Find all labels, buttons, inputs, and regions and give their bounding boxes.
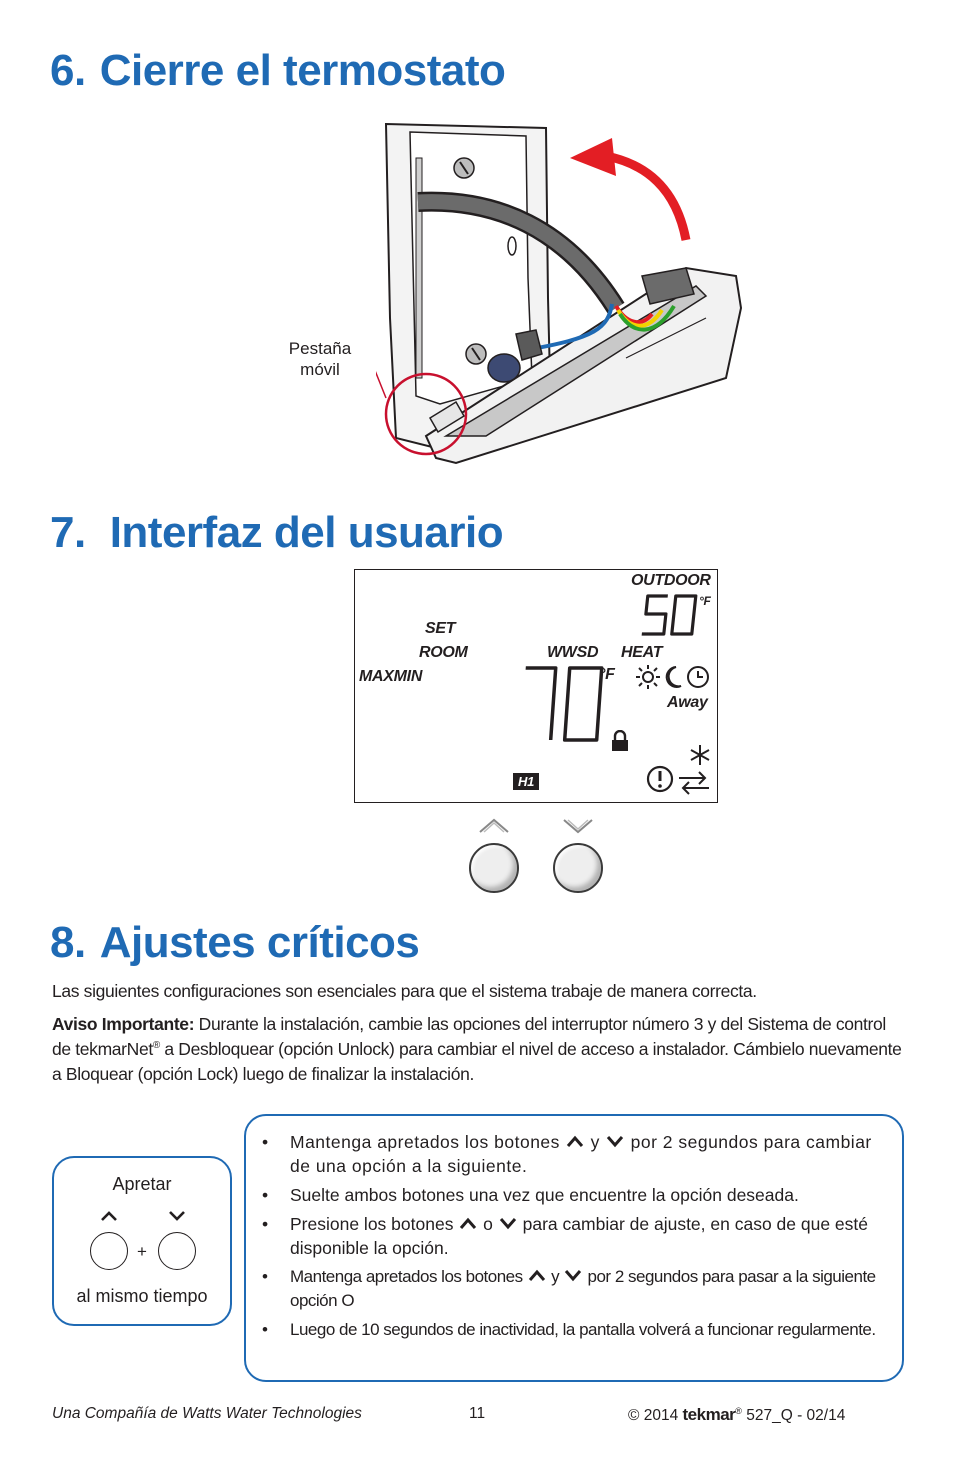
chevron-up-icon [527, 1267, 547, 1283]
chevron-down-icon [168, 1210, 186, 1222]
h1-badge: H1 [513, 773, 539, 790]
rotate-arrow-icon [570, 138, 616, 176]
room-temperature-digits [517, 664, 607, 746]
tekmar-logo: tekmar [682, 1405, 736, 1424]
notice-label: Aviso Importante: [52, 1014, 195, 1034]
section-6-heading [50, 46, 505, 96]
list-item: • Luego de 10 segundos de inactividad, la pantalla volverá a funcionar regularmente. [262, 1320, 876, 1339]
snowflake-icon [689, 744, 711, 766]
thermostat-closing-illustration [376, 118, 756, 468]
section-8-heading [50, 918, 419, 968]
up-arrow-icon [478, 818, 510, 834]
main-unit: °F [599, 666, 615, 683]
lcd-display [354, 569, 718, 803]
transfer-arrows-icon [677, 768, 711, 796]
outdoor-unit: °F [699, 594, 711, 608]
list-item: • Presione los botones o para cambiar de ajuste, en caso de que esté disponible la opción. [262, 1214, 869, 1258]
press-label: Apretar [112, 1174, 172, 1194]
list-item: • Mantenga apretados los botones y por 2 segundos para cambiar de una opción a la siguiente. [262, 1132, 872, 1176]
moon-icon [661, 664, 683, 690]
sun-icon [635, 664, 661, 690]
clock-icon [685, 664, 711, 690]
footer-company: Una Compañía de Watts Water Technologies [52, 1405, 362, 1422]
outdoor-temperature-digits [641, 594, 699, 638]
same-time-label: al mismo tiempo [76, 1286, 208, 1306]
section-8-number: 8. [50, 918, 86, 967]
chevron-up-icon [100, 1210, 118, 1222]
press-both-buttons-box [52, 1156, 232, 1326]
away-label: Away [667, 694, 708, 711]
plus-sign: + [137, 1242, 147, 1261]
instruction-list [260, 1130, 890, 1347]
intro-paragraph: Las siguientes configuraciones son esenciales para que el sistema trabaje de manera correcta. [52, 981, 757, 1001]
chevron-down-icon [605, 1133, 625, 1149]
wwsd-label: WWSD [547, 644, 599, 661]
down-button[interactable] [553, 843, 603, 893]
down-arrow-icon [562, 818, 594, 834]
section-7-title: Interfaz del usuario [109, 508, 504, 557]
maxmin-label: MAXMIN [359, 668, 423, 685]
notice-paragraph: Aviso Importante: Durante la instalación, cambie las opciones del interruptor número 3 y del Sistema de control de tekmarNet® a Desbloquear (opción Unlock) para cambiar el nivel de acceso a instalador. Cámbielo nuevamente a Bloquear (opción Lock) luego de finalizar la instalación. [52, 1014, 902, 1084]
movable-tab-label: Pestaña móvil [288, 339, 352, 379]
section-8-title: Ajustes críticos [99, 918, 420, 967]
warning-icon [645, 764, 675, 794]
section-6-number: 6. [50, 46, 86, 95]
up-button-diagram [90, 1232, 128, 1270]
page-number: 11 [469, 1405, 486, 1422]
chevron-up-icon [565, 1133, 585, 1149]
instructions-box [244, 1114, 904, 1382]
footer-copyright: © 2014 tekmar® 527_Q - 02/14 [628, 1405, 846, 1424]
room-label: ROOM [419, 644, 468, 661]
heat-label: HEAT [621, 644, 663, 661]
section-7-number: 7. [50, 508, 86, 557]
outdoor-label: OUTDOOR [631, 572, 711, 589]
chevron-down-icon [498, 1215, 518, 1231]
lock-icon [611, 730, 629, 752]
section-6-title: Cierre el termostato [99, 46, 506, 95]
list-item: • Mantenga apretados los botones y por 2 segundos para pasar a la siguiente opción O [262, 1267, 876, 1310]
section-7-heading [50, 508, 503, 558]
down-button-diagram [158, 1232, 196, 1270]
set-label: SET [425, 620, 456, 637]
list-item: • Suelte ambos botones una vez que encuentre la opción deseada. [262, 1185, 799, 1205]
chevron-down-icon [563, 1267, 583, 1283]
chevron-up-icon [458, 1215, 478, 1231]
up-button[interactable] [469, 843, 519, 893]
